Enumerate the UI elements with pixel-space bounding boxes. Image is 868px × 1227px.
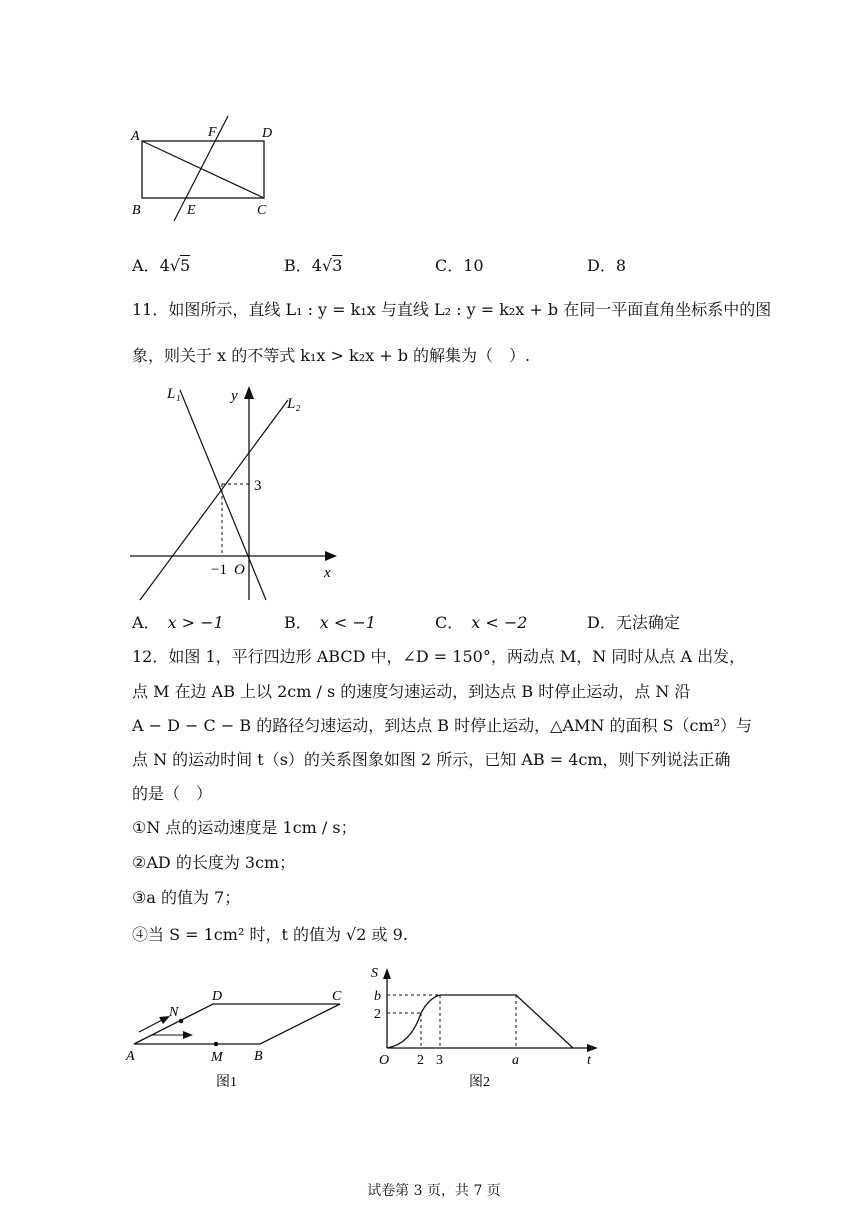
- q11-option-c-text: x < −2: [471, 613, 528, 632]
- q10-label-C: C: [257, 203, 267, 218]
- q10-option-b-letter: B．: [284, 256, 312, 275]
- q10-option-b-radical: 3: [332, 256, 343, 275]
- q10-option-b-prefix: 4: [311, 256, 322, 275]
- q12-question-line1: 12．如图 1，平行四边形 ABCD 中，∠D = 150°，两动点 M，N 同时从点 A 出发，: [132, 647, 746, 666]
- q10-option-c-text: 10: [463, 256, 484, 275]
- q10-label-B: B: [132, 203, 141, 218]
- q12-question-line2: 点 M 在边 AB 上以 2cm / s 的速度匀速运动，到达点 B 时停止运动，点 N 沿: [132, 682, 691, 701]
- q12-statement-3: ③a 的值为 7；: [132, 888, 241, 907]
- q11-label-x: x: [324, 565, 331, 581]
- q12-fig1-label-A: A: [126, 1049, 135, 1064]
- q12-fig2-graph: [365, 960, 605, 1094]
- q10-option-c-letter: C．: [435, 256, 464, 275]
- q11-option-d[interactable]: [587, 613, 680, 633]
- q10-option-d-text: 8: [615, 256, 627, 275]
- q12-fig2-label-a: a: [512, 1053, 519, 1068]
- q11-option-b-text: x < −1: [319, 613, 376, 632]
- q12-fig1-caption: 图1: [216, 1075, 237, 1090]
- q11-option-b[interactable]: [284, 613, 376, 633]
- q12-statement-4: ④当 S = 1cm² 时，t 的值为 √2 或 9.: [132, 925, 408, 944]
- page-footer: 试卷第 3 页，共 7 页: [367, 1183, 501, 1199]
- q10-label-E: E: [187, 203, 196, 218]
- q12-fig1-label-C: C: [332, 989, 342, 1004]
- q12-fig2-label-b: b: [374, 989, 381, 1004]
- q11-label-minus-one: −1: [211, 562, 227, 578]
- q12-fig2-label-O: O: [379, 1053, 390, 1068]
- q12-fig2-label-t: t: [587, 1053, 591, 1068]
- q12-fig1-label-B: B: [254, 1049, 263, 1064]
- q11-label-three: 3: [254, 478, 262, 494]
- q11-question-line2: 象，则关于 x 的不等式 k₁x > k₂x + b 的解集为（ ）.: [132, 346, 531, 365]
- q10-label-A: A: [131, 129, 140, 144]
- q10-rectangle-figure: [120, 110, 290, 225]
- q10-option-a-radical: 5: [179, 256, 191, 275]
- q10-option-b[interactable]: [284, 256, 342, 276]
- q10-label-F: F: [208, 125, 217, 140]
- q10-option-a-letter: A．: [132, 256, 160, 275]
- q11-question-line1: 11．如图所示，直线 L₁ : y = k₁x 与直线 L₂ : y = k₂x + b 在同一平面直角坐标系中的图: [132, 300, 772, 319]
- q10-option-a-prefix: 4: [159, 256, 170, 275]
- q11-label-L1: L₁: [167, 386, 181, 402]
- q12-statement-2: ②AD 的长度为 3cm；: [132, 853, 296, 872]
- q10-option-d[interactable]: [587, 256, 626, 276]
- q12-fig2-label-S: S: [371, 966, 378, 981]
- q11-label-L2: L₂: [287, 396, 301, 412]
- q12-fig2-caption: 图2: [469, 1075, 490, 1090]
- q11-option-a[interactable]: [132, 613, 224, 633]
- q11-label-y: y: [231, 388, 238, 404]
- q12-fig1-label-D: D: [212, 989, 223, 1004]
- q10-label-D: D: [262, 126, 273, 141]
- q10-option-c[interactable]: [435, 256, 484, 276]
- q12-question-line3: A − D − C − B 的路径匀速运动，到达点 B 时停止运动，△AMN 的面积 S（cm²）与: [132, 716, 753, 735]
- q11-label-O: O: [234, 562, 245, 578]
- q11-option-a-letter: A．: [132, 613, 160, 632]
- q12-fig1-parallelogram: [125, 982, 355, 1094]
- q12-fig2-label-three-x: 3: [436, 1053, 443, 1068]
- q12-fig1-label-M: M: [211, 1050, 223, 1065]
- q11-option-d-text: 无法确定: [615, 613, 680, 632]
- q10-option-d-letter: D．: [587, 256, 616, 275]
- q12-fig1-label-N: N: [169, 1005, 179, 1020]
- q11-option-a-text: x > −1: [167, 613, 224, 632]
- sqrt-icon: √: [321, 256, 333, 275]
- q11-option-c-letter: C．: [435, 613, 464, 632]
- q10-option-a[interactable]: [132, 256, 190, 276]
- q11-option-d-letter: D．: [587, 613, 616, 632]
- q12-fig2-label-two-x: 2: [417, 1053, 424, 1068]
- q11-option-c[interactable]: [435, 613, 527, 633]
- q11-option-b-letter: B．: [284, 613, 312, 632]
- q12-fig2-label-two-y: 2: [374, 1007, 381, 1022]
- q12-question-line4: 点 N 的运动时间 t（s）的关系图象如图 2 所示，已知 AB = 4cm，则下列说法正确: [132, 750, 731, 769]
- q12-question-line5: 的是（ ）: [132, 784, 213, 803]
- sqrt-icon: √: [169, 256, 180, 275]
- q12-statement-1: ①N 点的运动速度是 1cm / s；: [132, 818, 357, 837]
- q11-coordinate-graph: [125, 378, 355, 606]
